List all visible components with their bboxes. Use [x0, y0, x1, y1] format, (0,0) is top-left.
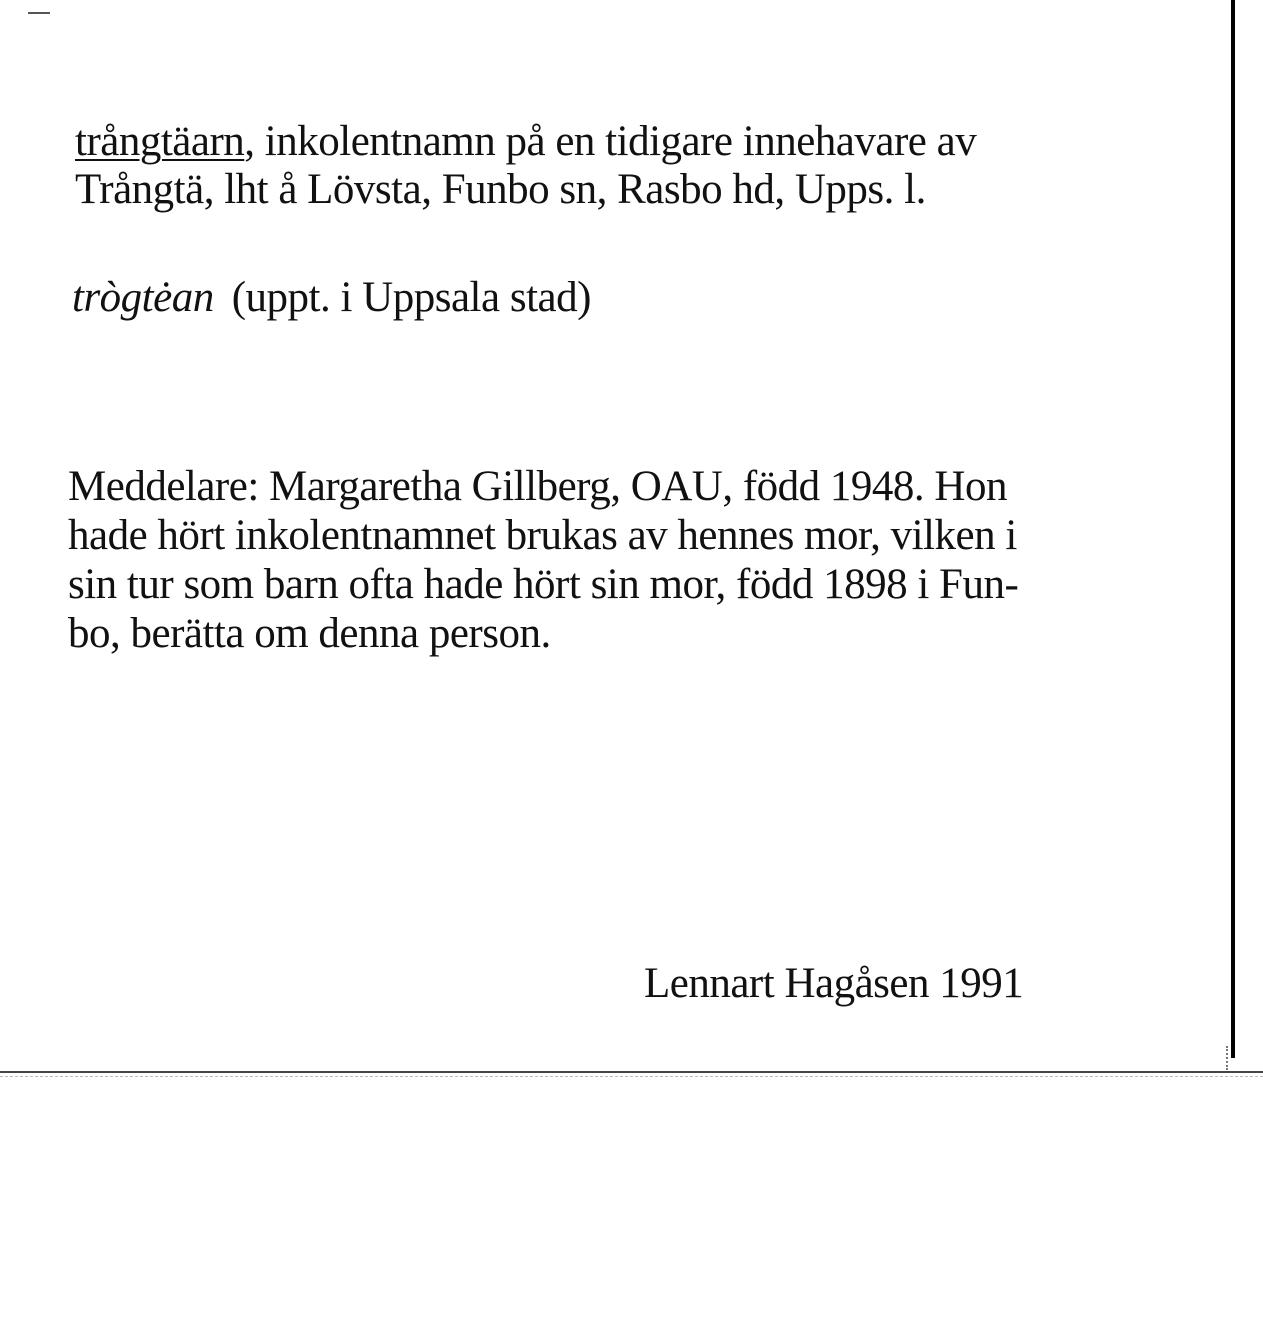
card-edge-marks [1226, 1046, 1231, 1070]
card-bottom-edge-shadow [0, 1076, 1263, 1077]
entry-line-2: Trångtä, lht å Lövsta, Funbo sn, Rasbo hd, Upps. l. [75, 166, 926, 213]
dictionary-entry [75, 118, 1155, 214]
headword: trångtäarn [75, 118, 245, 165]
informant-line-4: bo, berätta om denna person. [68, 610, 551, 657]
pronunciation-line [72, 272, 972, 324]
card-bottom-border [0, 1071, 1263, 1073]
card-right-border [1231, 0, 1235, 1058]
informant-line-2: hade hört inkolentnamnet brukas av hennes mor, vilken i [68, 512, 1017, 559]
entry-line-1 [75, 118, 1155, 166]
informant-line-3: sin tur som barn ofta hade hört sin mor, född 1898 i Fun- [68, 561, 1019, 608]
scan-mark [28, 12, 50, 14]
author-signature: Lennart Hagåsen 1991 [644, 960, 1024, 1007]
informant-line-1: Meddelare: Margaretha Gillberg, OAU, född 1948. Hon [68, 463, 1007, 510]
entry-definition-start: , inkolentnamn på en tidigare innehavare av [244, 118, 977, 165]
phonetic-transcription: trògtėan [72, 274, 214, 321]
recording-note: (uppt. i Uppsala stad) [231, 274, 591, 321]
pronunciation [72, 272, 972, 324]
informant-note [68, 462, 1183, 658]
